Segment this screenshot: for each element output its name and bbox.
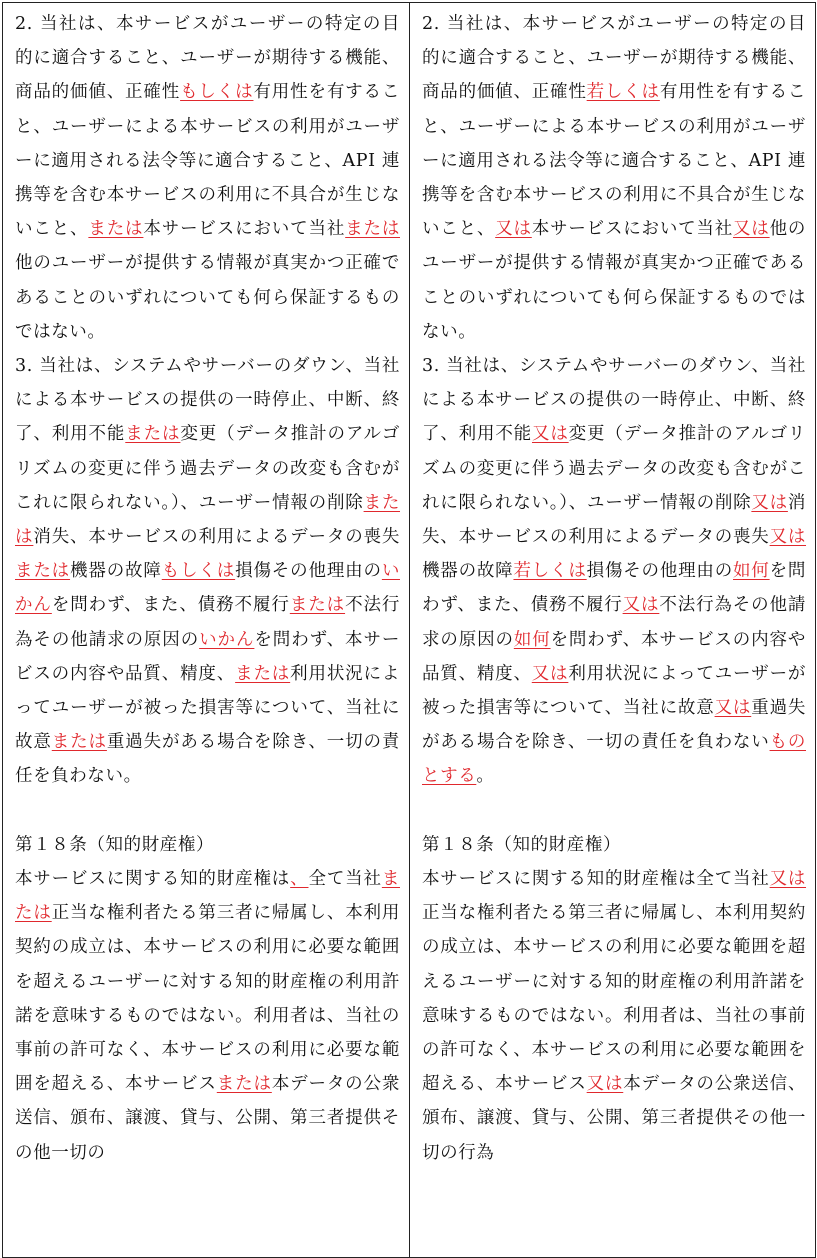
highlighted-term: 又は — [531, 424, 569, 445]
spacer — [15, 794, 400, 828]
left-column-text — [15, 7, 400, 1170]
left-clause-3 — [15, 349, 400, 794]
highlighted-term: または — [125, 424, 181, 445]
highlighted-term: または — [216, 1074, 272, 1095]
text-run: 有用性を有すること、ユーザーによる本サービスの利用がユーザーに適用される法令等に適合すること、API 連携等を含む本サービスの利用に不具合が生じないこと、 — [422, 82, 806, 240]
spacer — [422, 794, 806, 828]
comparison-table — [2, 2, 816, 1258]
text-run: 全て当社 — [308, 869, 382, 890]
text-run: 本サービスにおいて当社 — [143, 219, 346, 240]
text-run: を問わず、また、債務不履行 — [51, 595, 290, 616]
right-clause-2 — [422, 7, 806, 349]
text-run: 本データの公衆送信、頒布、譲渡、貸与、公開、第三者提供その他一切の行為 — [422, 1074, 807, 1163]
highlighted-term: または — [345, 219, 400, 240]
text-run: 変更（データ推計のアルゴリズムの変更に伴う過去データの改変も含むがこれに限られない。）、ユーザー情報の削除 — [422, 424, 807, 513]
text-run: を問わず、また、債務不履行 — [422, 561, 807, 616]
text-run: 正当な権利者たる第三者に帰属し、本利用契約の成立は、本サービスの利用に必要な範囲を超えるユーザーに対する知的財産権の利用許諾を意味するものではない。利用者は、当社の事前の許可なく、本サービスの利用に必要な範囲を超える、本サービス — [422, 903, 806, 1095]
text-run: 不法行為その他請求の原因の — [15, 595, 400, 650]
text-run: 重過失がある場合を除き、一切の責任を負わない。 — [15, 732, 400, 787]
text-run: 重過失がある場合を除き、一切の責任を負わない — [422, 698, 806, 753]
right-column-cell — [410, 3, 816, 1258]
left-article-title: 第１８条（知的財産権） — [15, 834, 215, 855]
text-run: 他のユーザーが提供する情報が真実かつ正確であることのいずれについても何ら保証するものではない。 — [15, 253, 400, 342]
text-run: 消失、本サービスの利用によるデータの喪失 — [422, 492, 806, 548]
right-column-text — [422, 7, 806, 1170]
text-run: 本サービスに関する知的財産権は — [15, 869, 291, 890]
text-run: 損傷その他理由の — [586, 561, 734, 582]
highlighted-term: 又は — [714, 698, 752, 719]
highlighted-term: いかん — [199, 629, 255, 650]
text-run: 本サービスにおいて当社 — [531, 219, 734, 240]
right-clause-3 — [422, 349, 806, 794]
highlighted-term: または — [289, 595, 346, 616]
highlighted-term: または — [15, 492, 400, 548]
text-run: 2. 当社は、本サービスがユーザーの特定の目的に適合すること、ユーザーが期待する機能、商品的価値、正確性 — [15, 14, 400, 103]
highlighted-term: 又は — [733, 219, 770, 240]
highlighted-term: 又は — [531, 663, 569, 684]
highlighted-term: 若しくは — [586, 82, 660, 103]
highlighted-term: または — [51, 732, 107, 753]
text-run: 3. 当社は、システムやサーバーのダウン、当社による本サービスの提供の一時停止、中断、終了、利用不能 — [422, 356, 806, 445]
text-run: 有用性を有すること、ユーザーによる本サービスの利用がユーザーに適用される法令等に適合すること、API 連携等を含む本サービスの利用に不具合が生じないこと、 — [15, 82, 400, 240]
text-run: 本データの公衆送信、頒布、譲渡、貸与、公開、第三者提供その他一切の — [15, 1074, 400, 1163]
text-run: 不法行為その他請求の原因の — [422, 595, 806, 650]
text-run: 損傷その他理由の — [235, 561, 382, 582]
text-run: を問わず、本サービスの内容や品質、精度、 — [422, 629, 807, 684]
highlighted-term: 如何 — [733, 561, 770, 582]
text-run: 利用状況によってユーザーが被った損害等について、当社に故意 — [15, 663, 400, 753]
highlighted-term: もしくは — [180, 82, 254, 103]
text-run: 3. 当社は、システムやサーバーのダウン、当社による本サービスの提供の一時停止、中断、終了、利用不能 — [15, 356, 400, 445]
highlighted-term: 又は — [586, 1074, 624, 1095]
text-run: 本サービスに関する知的財産権は全て当社 — [422, 869, 770, 890]
highlighted-term: 又は — [495, 219, 532, 240]
text-run: を問わず、本サービスの内容や品質、精度、 — [15, 629, 400, 684]
text-run: 利用状況によってユーザーが被った損害等について、当社に故意 — [422, 663, 806, 719]
left-clause-2 — [15, 7, 400, 349]
highlighted-term: 、 — [290, 869, 309, 890]
highlighted-term: または — [235, 663, 291, 684]
highlighted-term: もしくは — [161, 561, 236, 582]
highlighted-term: 又は — [751, 492, 788, 513]
text-run: 消失、本サービスの利用によるデータの喪失 — [33, 527, 401, 548]
text-run: 機器の故障 — [422, 561, 514, 582]
highlighted-term: 又は — [769, 527, 807, 548]
highlighted-term: または — [15, 869, 400, 924]
right-article-title: 第１８条（知的財産権） — [422, 834, 622, 855]
text-run: 変更（データ推計のアルゴリズムの変更に伴う過去データの改変も含むがこれに限られない。）、ユーザー情報の削除 — [15, 424, 400, 513]
highlighted-term: 又は — [622, 595, 660, 616]
text-run: 2. 当社は、本サービスがユーザーの特定の目的に適合すること、ユーザーが期待する機能、商品的価値、正確性 — [422, 14, 806, 103]
highlighted-term: または — [15, 561, 71, 582]
text-run: 。 — [476, 766, 495, 787]
highlighted-term: いかん — [15, 561, 400, 616]
right-article-body — [422, 862, 806, 1170]
text-run: 正当な権利者たる第三者に帰属し、本利用契約の成立は、本サービスの利用に必要な範囲を超えるユーザーに対する知的財産権の利用許諾を意味するものではない。利用者は、当社の事前の許可なく、本サービスの利用に必要な範囲を超える、本サービス — [15, 903, 401, 1095]
highlighted-term: 如何 — [513, 629, 551, 650]
text-run: 他のユーザーが提供する情報が真実かつ正確であることのいずれについても何ら保証するものではない。 — [422, 219, 807, 342]
highlighted-term: 又は — [769, 869, 807, 890]
highlighted-term: 若しくは — [513, 561, 587, 582]
table-row — [3, 3, 816, 1258]
text-run: 機器の故障 — [70, 561, 162, 582]
left-article-body — [15, 862, 400, 1170]
left-column-cell — [3, 3, 410, 1258]
highlighted-term: ものとする — [422, 732, 806, 787]
highlighted-term: または — [88, 219, 144, 240]
